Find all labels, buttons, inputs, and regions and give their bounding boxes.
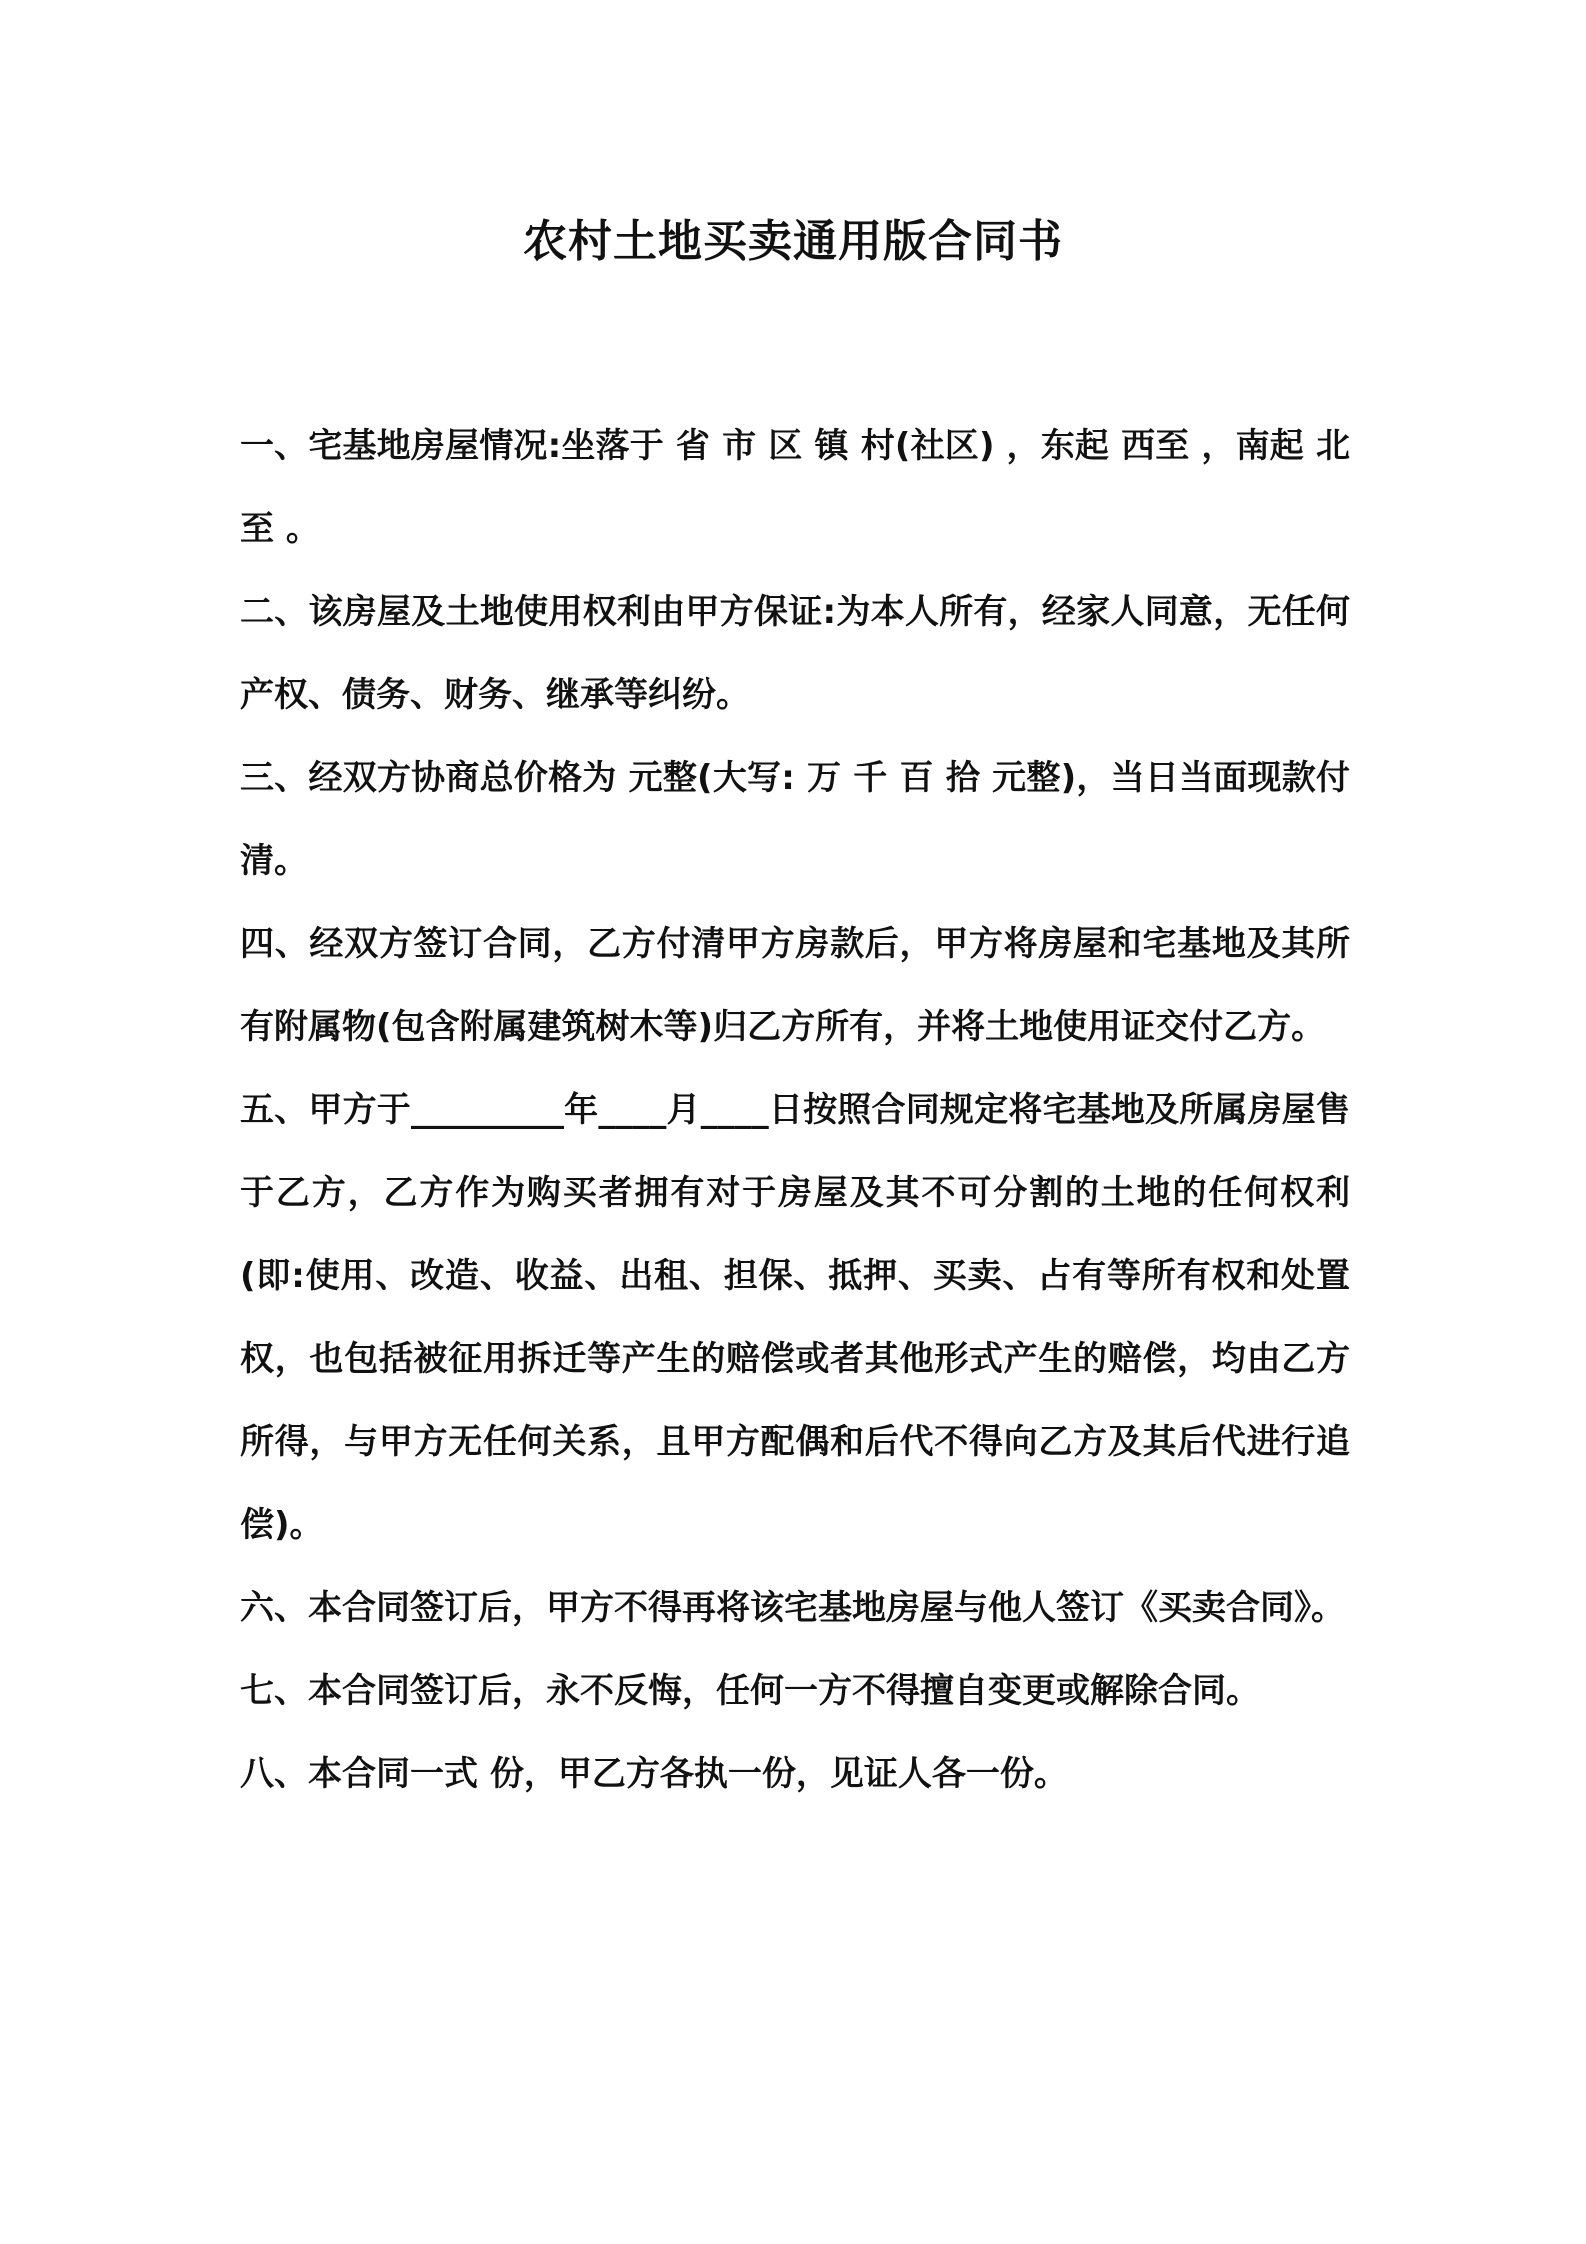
contract-body: [240, 405, 1350, 1816]
clause-7: 七、本合同签订后，永不反悔，任何一方不得擅自变更或解除合同。: [240, 1671, 1260, 1711]
clause-8: 八、本合同一式 份，甲乙方各执一份，见证人各一份。: [240, 1754, 1068, 1794]
clause-4: 四、经双方签订合同，乙方付清甲方房款后，甲方将房屋和宅基地及其所有附属物(包含附属建筑树木等)归乙方所有，并将土地使用证交付乙方。: [240, 924, 1350, 1047]
clause-3: 三、经双方协商总价格为 元整(大写: 万 千 百 拾 元整)，当日当面现款付清。: [240, 758, 1350, 881]
clause-6: 六、本合同签订后，甲方不得再将该宅基地房屋与他人签订《买卖合同》。: [240, 1588, 1345, 1628]
clause-1: 一、宅基地房屋情况:坐落于 省 市 区 镇 村(社区) ，东起 西至 ，南起 北至 。: [240, 426, 1350, 549]
clause-5: 五、甲方于_________年____月____日按照合同规定将宅基地及所属房屋售于乙方，乙方作为购买者拥有对于房屋及其不可分割的土地的任何权利(即:使用、改造、收益、出租、担保、抵押、买卖、占有等所有权和处置权，也包括被征用拆迁等产生的赔偿或者其他形式产生的赔偿，均由乙方所得，与甲方无任何关系，且甲方配偶和后代不得向乙方及其后代进行追偿)。: [240, 1090, 1350, 1545]
clause-2: 二、该房屋及土地使用权利由甲方保证:为本人所有，经家人同意，无任何产权、债务、财务、继承等纠纷。: [240, 592, 1350, 715]
document-title: 农村土地买卖通用版合同书: [523, 216, 1063, 267]
